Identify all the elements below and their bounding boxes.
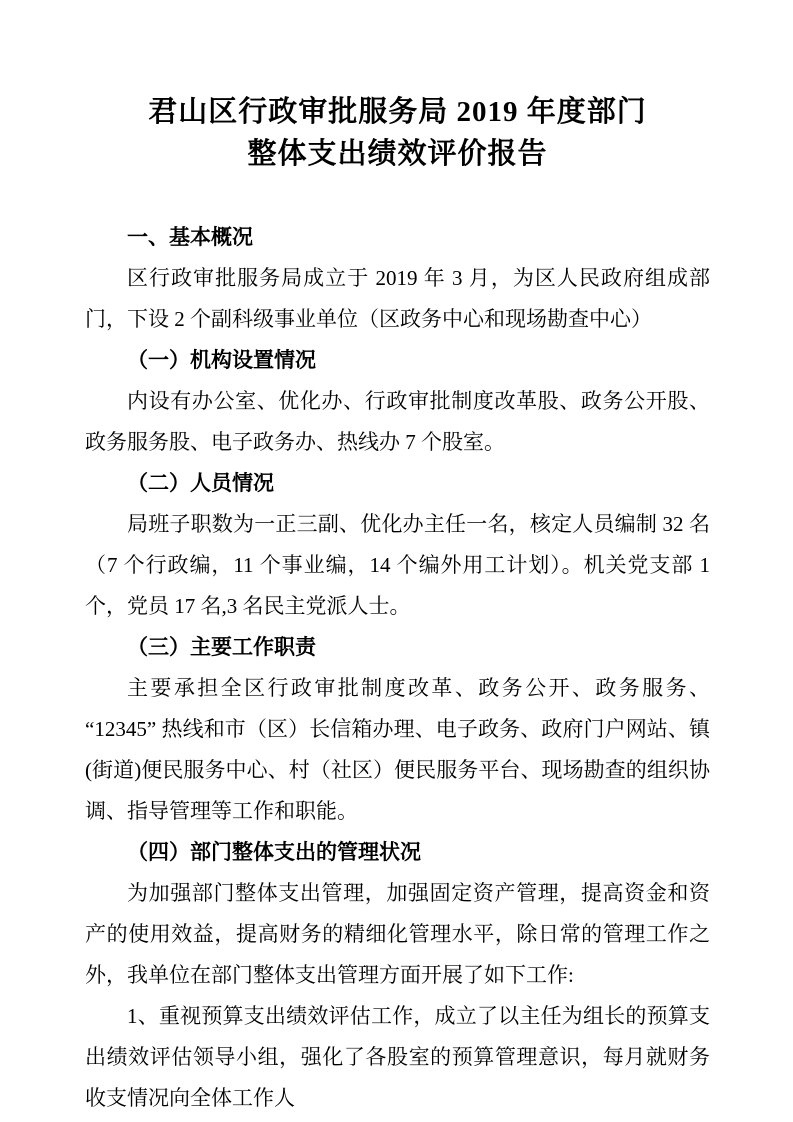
document-title-line-2: 整体支出绩效评价报告 [247, 138, 548, 170]
section-heading-organization-setup: （一）机构设置情况 [127, 348, 316, 372]
paragraph-management-measures-intro: 为加强部门整体支出管理，加强固定资产管理，提高资金和资产的使用效益，提高财务的精细化管理水平，除日常的管理工作之外，我单位在部门整体支出管理方面开展了如下工作: [85, 881, 710, 987]
document-title-line-1: 君山区行政审批服务局 2019 年度部门 [148, 96, 647, 128]
paragraph-measure-1-budget-evaluation: 1、重视预算支出绩效评估工作，成立了以主任为组长的预算支出绩效评估领导小组，强化了各股室的预算管理意识，每月就财务收支情况向全体工作人 [85, 1004, 710, 1110]
paragraph-staffing-details: 局班子职数为一正三副、优化办主任一名，核定人员编制 32 名（7 个行政编，11 个事业编，14 个编外用工计划）。机关党支部 1 个，党员 17 名,3 名民主党派人士。 [85, 512, 710, 618]
section-heading-expenditure-management: （四）部门整体支出的管理状况 [127, 840, 421, 864]
paragraph-duties-details: 主要承担全区行政审批制度改革、政务公开、政务服务、“12345” 热线和市（区）长信箱办理、电子政务、政府门户网站、镇(街道)便民服务中心、村（社区）便民服务平台、现场勘查的组织协调、指导管理等工作和职能。 [85, 676, 710, 823]
section-heading-personnel: （二）人员情况 [127, 471, 274, 495]
document-body [85, 217, 710, 1119]
paragraph-bureau-establishment: 区行政审批服务局成立于 2019 年 3 月，为区人民政府组成部门，下设 2 个副科级事业单位（区政务中心和现场勘查中心） [85, 266, 710, 331]
paragraph-internal-departments: 内设有办公室、优化办、行政审批制度改革股、政务公开股、政务服务股、电子政务办、热线办 7 个股室。 [85, 389, 710, 454]
section-heading-main-duties: （三）主要工作职责 [127, 635, 316, 659]
section-heading-basic-overview: 一、基本概况 [127, 225, 253, 249]
document-title [85, 91, 710, 175]
